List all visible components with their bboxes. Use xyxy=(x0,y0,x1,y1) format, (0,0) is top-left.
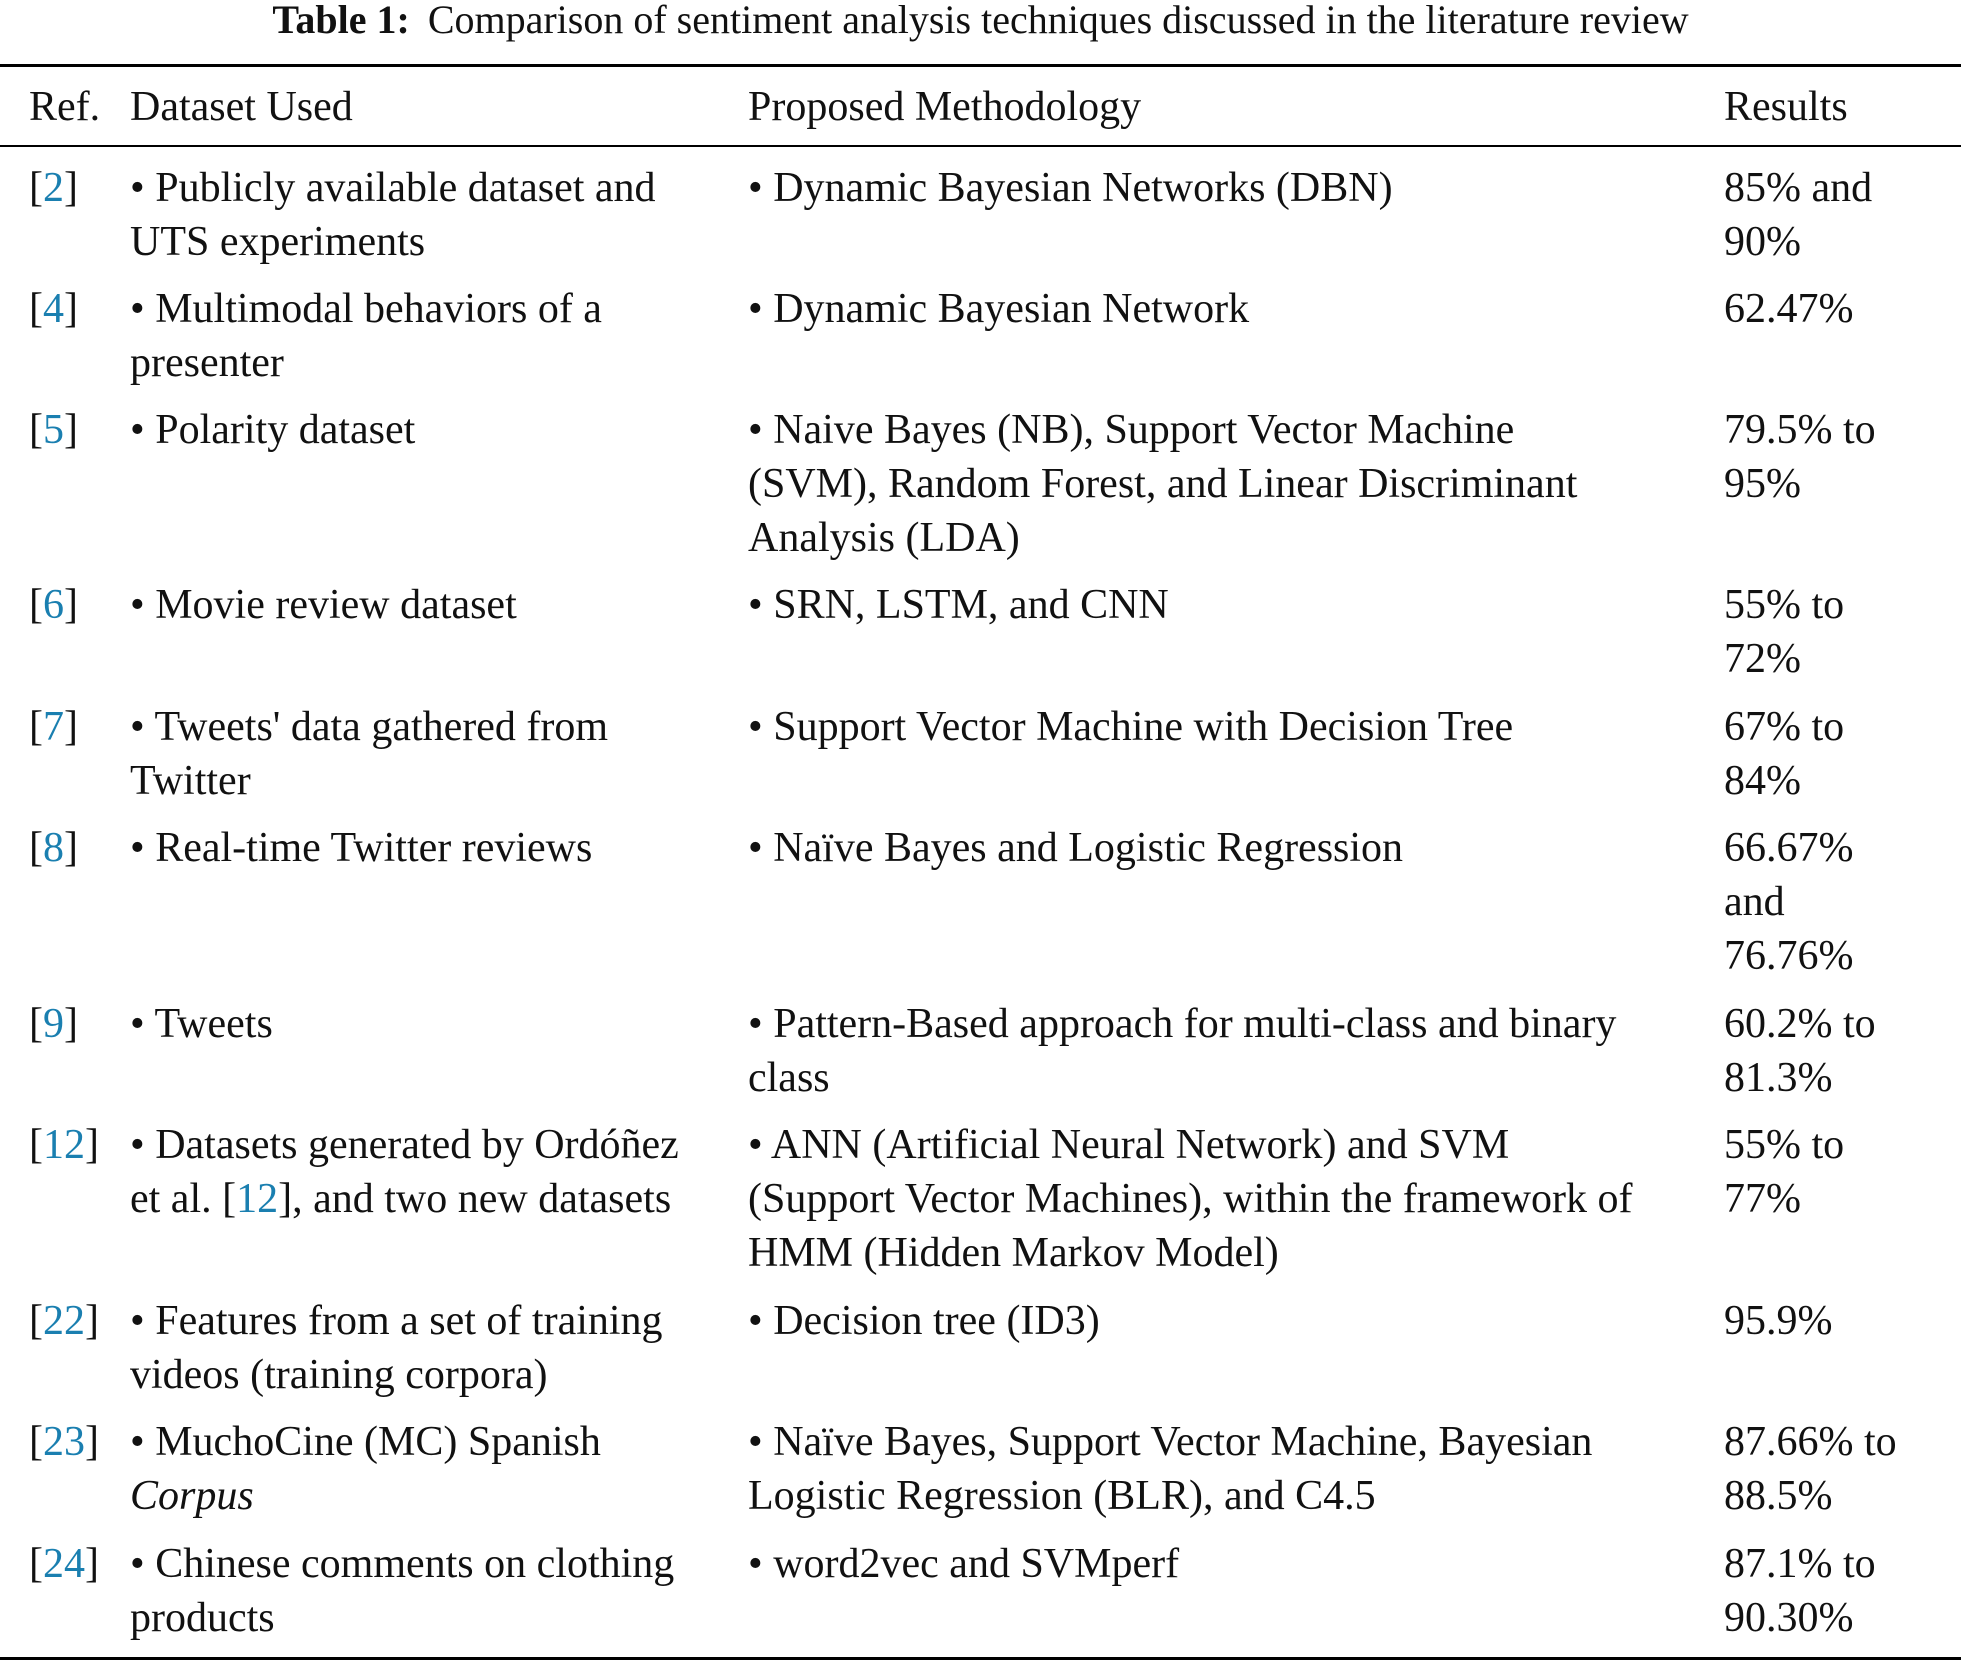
top-rule xyxy=(0,64,1961,67)
table-body-rows xyxy=(0,161,1961,1657)
results-cell xyxy=(1724,1537,1954,1645)
method-cell xyxy=(748,821,1708,875)
ref-link[interactable]: 2 xyxy=(43,165,64,211)
header-ref: Ref. xyxy=(29,84,101,130)
method-cell xyxy=(748,282,1708,336)
results-line: 79.5% to xyxy=(1724,407,1876,453)
results-line: 67% to xyxy=(1724,704,1845,750)
results-cell xyxy=(1724,578,1954,686)
results-line: 88.5% xyxy=(1724,1473,1833,1519)
ref-cell: [12] xyxy=(29,1122,99,1168)
dataset-text: ], and two new datasets xyxy=(278,1176,672,1222)
results-cell xyxy=(1724,700,1954,808)
results-line: 95% xyxy=(1724,461,1801,507)
header-rule xyxy=(0,145,1961,147)
method-line: • Decision tree (ID3) xyxy=(748,1298,1100,1344)
dataset-line: • Tweets' data gathered from xyxy=(130,704,609,750)
results-cell xyxy=(1724,821,1954,983)
ref-link[interactable]: 6 xyxy=(43,582,64,628)
results-line: 87.66% to xyxy=(1724,1419,1897,1465)
results-line: and xyxy=(1724,879,1785,925)
dataset-text: et al. [ xyxy=(130,1176,237,1222)
dataset-line: • Tweets xyxy=(130,1001,273,1047)
table-row xyxy=(0,403,1961,578)
results-line: 62.47% xyxy=(1724,286,1854,332)
ref-link[interactable]: 24 xyxy=(43,1541,85,1587)
ref-cell: [5] xyxy=(29,407,78,453)
table-row xyxy=(0,821,1961,997)
results-line: 85% and xyxy=(1724,165,1873,211)
ref-link[interactable]: 9 xyxy=(43,1001,64,1047)
method-cell xyxy=(748,403,1708,565)
results-line: 90% xyxy=(1724,219,1801,265)
method-line: • SRN, LSTM, and CNN xyxy=(748,582,1169,628)
method-line: (Support Vector Machines), within the framework of xyxy=(748,1176,1633,1222)
ref-link[interactable]: 4 xyxy=(43,286,64,332)
dataset-cell xyxy=(130,821,730,875)
dataset-cell xyxy=(130,1415,730,1523)
ref-link[interactable]: 7 xyxy=(43,704,64,750)
ref-cell: [8] xyxy=(29,825,78,871)
method-cell xyxy=(748,1537,1708,1591)
method-line: • word2vec and SVMperf xyxy=(748,1541,1180,1587)
method-line: • Naïve Bayes and Logistic Regression xyxy=(748,825,1404,871)
ref-cell: [4] xyxy=(29,286,78,332)
table-row xyxy=(0,161,1961,282)
method-cell xyxy=(748,997,1708,1105)
dataset-cell xyxy=(130,578,730,632)
dataset-cell xyxy=(130,403,730,457)
dataset-line: • Movie review dataset xyxy=(130,582,517,628)
method-line: • Naive Bayes (NB), Support Vector Machine xyxy=(748,407,1515,453)
header-dataset: Dataset Used xyxy=(130,84,353,130)
results-line: 72% xyxy=(1724,636,1801,682)
results-line: 66.67% xyxy=(1724,825,1854,871)
results-cell xyxy=(1724,1118,1954,1226)
dataset-line: • Chinese comments on clothing xyxy=(130,1541,675,1587)
table-header-row xyxy=(0,80,1961,134)
inline-ref-link[interactable]: 12 xyxy=(236,1176,279,1222)
results-line: 81.3% xyxy=(1724,1055,1833,1101)
header-results: Results xyxy=(1724,84,1848,130)
ref-cell: [23] xyxy=(29,1419,99,1465)
table-row xyxy=(0,1415,1961,1537)
dataset-line: presenter xyxy=(130,340,284,386)
table-row xyxy=(0,1537,1961,1657)
method-line: (SVM), Random Forest, and Linear Discriminant xyxy=(748,461,1578,507)
dataset-cell xyxy=(130,1537,730,1645)
dataset-cell xyxy=(130,1294,730,1402)
table-caption-label: Table 1: xyxy=(272,0,410,42)
dataset-line: • Multimodal behaviors of a xyxy=(130,286,602,332)
ref-link[interactable]: 23 xyxy=(43,1419,85,1465)
method-line: Logistic Regression (BLR), and C4.5 xyxy=(748,1473,1376,1519)
dataset-line: • Datasets generated by Ordóñez xyxy=(130,1122,679,1168)
method-cell xyxy=(748,1294,1708,1348)
method-line: • Pattern-Based approach for multi-class and binary xyxy=(748,1001,1617,1047)
results-cell xyxy=(1724,1294,1954,1348)
ref-cell: [2] xyxy=(29,165,78,211)
ref-cell: [22] xyxy=(29,1298,99,1344)
method-cell xyxy=(748,700,1708,754)
table-row xyxy=(0,700,1961,821)
results-line: 84% xyxy=(1724,758,1801,804)
dataset-cell xyxy=(130,282,730,390)
dataset-line xyxy=(130,1172,730,1226)
method-cell xyxy=(748,161,1708,215)
dataset-line: • Real-time Twitter reviews xyxy=(130,825,593,871)
table-row xyxy=(0,997,1961,1118)
method-line: class xyxy=(748,1055,830,1101)
table-row xyxy=(0,1294,1961,1415)
results-line: 55% to xyxy=(1724,582,1845,628)
table-caption xyxy=(0,0,1961,40)
dataset-line: • Publicly available dataset and xyxy=(130,165,656,211)
method-line: HMM (Hidden Markov Model) xyxy=(748,1230,1279,1276)
dataset-line: Corpus xyxy=(130,1473,254,1519)
method-cell xyxy=(748,1415,1708,1523)
results-cell xyxy=(1724,997,1954,1105)
dataset-line: • Polarity dataset xyxy=(130,407,416,453)
results-line: 90.30% xyxy=(1724,1595,1854,1641)
results-line: 60.2% to xyxy=(1724,1001,1876,1047)
ref-cell: [6] xyxy=(29,582,78,628)
results-line: 77% xyxy=(1724,1176,1801,1222)
results-line: 95.9% xyxy=(1724,1298,1833,1344)
dataset-line: UTS experiments xyxy=(130,219,426,265)
method-line: • Dynamic Bayesian Networks (DBN) xyxy=(748,165,1393,211)
method-line: • ANN (Artificial Neural Network) and SVM xyxy=(748,1122,1510,1168)
table-row xyxy=(0,1118,1961,1294)
results-line: 76.76% xyxy=(1724,933,1854,979)
ref-link[interactable]: 5 xyxy=(43,407,64,453)
results-cell xyxy=(1724,1415,1954,1523)
results-line: 87.1% to xyxy=(1724,1541,1876,1587)
dataset-line: • MuchoCine (MC) Spanish xyxy=(130,1419,601,1465)
method-line: • Dynamic Bayesian Network xyxy=(748,286,1250,332)
ref-link[interactable]: 22 xyxy=(43,1298,85,1344)
method-cell xyxy=(748,1118,1708,1280)
table-row xyxy=(0,578,1961,700)
dataset-cell xyxy=(130,997,730,1051)
method-cell xyxy=(748,578,1708,632)
method-line: • Naïve Bayes, Support Vector Machine, Bayesian xyxy=(748,1419,1593,1465)
table-row xyxy=(0,282,1961,403)
dataset-line: videos (training corpora) xyxy=(130,1352,548,1398)
results-cell xyxy=(1724,403,1954,511)
header-method: Proposed Methodology xyxy=(748,84,1142,130)
table-caption-text: Comparison of sentiment analysis techniques discussed in the literature review xyxy=(427,0,1689,42)
ref-link[interactable]: 12 xyxy=(43,1122,85,1168)
results-cell xyxy=(1724,282,1954,336)
results-line: 55% to xyxy=(1724,1122,1845,1168)
dataset-cell xyxy=(130,161,730,269)
dataset-cell xyxy=(130,700,730,808)
ref-cell: [9] xyxy=(29,1001,78,1047)
dataset-line: products xyxy=(130,1595,275,1641)
dataset-line: Twitter xyxy=(130,758,251,804)
bottom-rule xyxy=(0,1657,1961,1660)
ref-cell: [7] xyxy=(29,704,78,750)
dataset-line: • Features from a set of training xyxy=(130,1298,663,1344)
ref-cell: [24] xyxy=(29,1541,99,1587)
method-line: • Support Vector Machine with Decision Tree xyxy=(748,704,1514,750)
ref-link[interactable]: 8 xyxy=(43,825,64,871)
dataset-cell xyxy=(130,1118,730,1226)
method-line: Analysis (LDA) xyxy=(748,515,1020,561)
results-cell xyxy=(1724,161,1954,269)
